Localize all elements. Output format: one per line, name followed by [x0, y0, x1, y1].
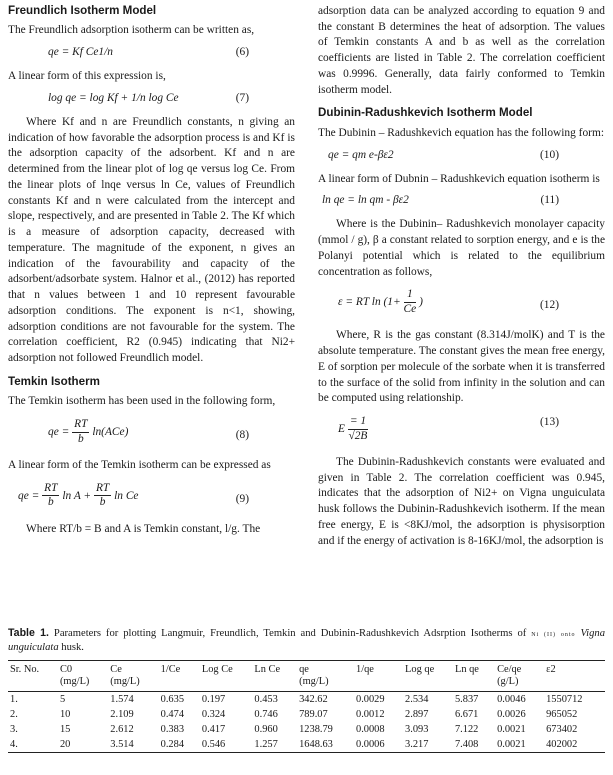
equation-13-numerator: = 1 [348, 415, 368, 430]
table-cell: 0.0029 [356, 693, 385, 705]
table-cell: 5.837 [454, 693, 479, 705]
equation-9-denominator-2: b [99, 496, 106, 509]
freundlich-intro: The Freundlich adsorption isotherm can be written as, [8, 24, 255, 37]
table-caption-species: Vigna unguiculata [8, 628, 605, 653]
temkin-heading: Temkin Isotherm [8, 374, 100, 388]
table-cell: 0.635 [160, 693, 185, 705]
table-header-cell [354, 660, 403, 691]
table-header-cell [108, 660, 158, 691]
dr-linear-intro: A linear form of Dubnin – Radushkevich equation isotherm is [318, 172, 600, 185]
equation-10-formula: qe = qm e-βε2 [328, 148, 394, 161]
table-cell: 0.0046 [497, 693, 526, 705]
equation-6 [8, 43, 295, 65]
table-cell: 0.324 [201, 708, 226, 720]
table-cell: 965052 [546, 708, 578, 720]
equation-8-rhs: ln(ACe) [92, 425, 129, 438]
table-1 [8, 627, 605, 753]
equation-9-lhs: qe = [18, 489, 40, 502]
table-header-cell [297, 660, 354, 691]
equation-6-formula: qe = Kf Ce1/n [48, 46, 113, 59]
equation-10-number: (10) [540, 148, 559, 161]
equation-12-fraction [404, 288, 417, 316]
parameters-table [8, 660, 605, 753]
dr-body: Where is the Dubinin– Radushkevich monolayer capacity (mmol / g), β a constant related to sorption energy, and e is the Polanyi potential which is related to the equilibrium concentration as follows, [318, 218, 605, 278]
table-cell: 1. [10, 693, 18, 705]
table-cell: 0.546 [200, 737, 253, 753]
equation-10 [318, 146, 605, 168]
table-cell: 789.07 [299, 708, 328, 720]
equation-9-fraction-2 [94, 482, 111, 510]
table-row [8, 707, 605, 722]
table-header-cell [544, 660, 605, 691]
table-cell: 10 [59, 708, 71, 720]
temkin-intro: The Temkin isotherm has been used in the following form, [8, 395, 276, 408]
table-header-text: (mg/L) [110, 676, 140, 688]
table-header-text: Sr. No. [10, 663, 40, 675]
equation-9-rhs: ln Ce [114, 489, 139, 502]
table-cell: 0.383 [160, 723, 185, 735]
table-caption-small: Ni (II) onto [531, 632, 576, 638]
table-cell: 2.612 [110, 723, 134, 735]
table-caption-text: Parameters for plotting Langmuir, Freundlich, Temkin and Dubinin-Radushkevich Adsrption Isotherms of [53, 628, 527, 639]
equation-9-numerator-1: RT [42, 482, 59, 497]
equation-9 [8, 478, 295, 518]
equation-7-formula: log qe = log Kf + 1/n log Ce [48, 91, 179, 104]
table-cell: 0.197 [201, 693, 226, 705]
dr-body-3: The Dubinin-Radushkevich constants were evaluated and given in Table 2. The correlation coefficient was 0.945, indicates that the adsorption of Ni2+ on Vigna unguiculata husk follows the Dubinin-Radushkevich isotherm. If the mean free energy, E is <8KJ/mol, the adsorption is physisorption and if the energy of activation is 8-16KJ/mol, the adsorption is [318, 455, 605, 547]
equation-8-fraction [72, 418, 89, 446]
table-cell: 0.417 [201, 723, 226, 735]
equation-9-middle: ln A + [62, 489, 92, 502]
table-cell: 402002 [544, 737, 605, 753]
table-header-text: (mg/L) [299, 676, 329, 688]
equation-9-number: (9) [235, 492, 249, 505]
table-cell: 15 [59, 723, 71, 735]
equation-13-fraction [348, 415, 368, 443]
table-header-row [8, 660, 605, 691]
table-row [8, 691, 605, 707]
table-cell: 0.960 [254, 723, 278, 735]
table-cell: 1238.79 [299, 723, 333, 735]
table-cell: 1.257 [252, 737, 297, 753]
equation-8-lhs: qe = [48, 425, 70, 438]
table-header-text: (g/L) [497, 676, 519, 688]
table-cell: 0.0012 [356, 708, 385, 720]
table-header-text: Ln Ce [254, 663, 281, 675]
equation-13-number: (13) [540, 415, 559, 428]
table-header-text: Log qe [405, 663, 435, 675]
equation-13-denominator: √2B [348, 429, 368, 442]
equation-11-number: (11) [540, 194, 559, 207]
table-cell: 2.897 [405, 708, 429, 720]
table-cell: 2.534 [405, 693, 429, 705]
table-header-cell [8, 660, 58, 691]
table-cell: 0.746 [254, 708, 278, 720]
table-header-cell [58, 660, 108, 691]
equation-13 [318, 411, 605, 451]
table-header-text: Ce/qe [497, 663, 522, 675]
table-cell: 0.284 [159, 737, 200, 753]
right-column [318, 4, 605, 553]
equation-12-close: ) [419, 296, 423, 309]
table-header-text: Log Ce [201, 663, 233, 675]
table-row [8, 737, 605, 753]
table-cell: 20 [58, 737, 108, 753]
table-cell: 3.514 [108, 737, 158, 753]
table-cell: 5 [59, 693, 66, 705]
table-cell: 4. [8, 737, 58, 753]
equation-11-formula: ln qe = ln qm - βε2 [322, 194, 409, 207]
table-header-text: ε2 [546, 663, 556, 675]
table-cell: 6.671 [454, 708, 479, 720]
table-cell: 0.0021 [497, 723, 526, 735]
table-caption-end: husk. [61, 641, 84, 653]
equation-8-numerator: RT [72, 418, 89, 433]
table-cell: 1550712 [546, 693, 583, 705]
table-caption [8, 627, 605, 655]
table-cell: 3.217 [403, 737, 453, 753]
table-header-text: (mg/L) [59, 676, 90, 688]
equation-12-lhs: ε = RT ln (1+ [338, 296, 401, 309]
equation-9-denominator-1: b [47, 496, 54, 509]
table-cell: 7.122 [454, 723, 479, 735]
dr-intro: The Dubinin – Radushkevich equation has the following form: [318, 126, 604, 139]
table-cell: 2. [10, 708, 18, 720]
equation-7-number: (7) [235, 91, 249, 104]
table-cell: 0.453 [254, 693, 278, 705]
temkin-linear-intro: A linear form of the Temkin isotherm can be expressed as [8, 458, 271, 471]
table-header-cell [403, 660, 453, 691]
table-header-cell [159, 660, 200, 691]
table-header-cell [495, 660, 544, 691]
equation-12-number: (12) [540, 299, 559, 312]
table-cell: 3.093 [405, 723, 429, 735]
table-header-text: C0 [59, 663, 73, 675]
dr-heading: Dubinin-Radushkevich Isotherm Model [318, 106, 533, 120]
table-caption-label: Table 1. [8, 627, 49, 639]
temkin-continuation: adsorption data can be analyzed according to equation 9 and the constant B determines the heat of adsorption. The values of Temkin constants A and b as well as the correlation coefficients are listed in Table 2. The correlation coefficient was 0.9996. Generally, data fairly conformed to Temkin isotherm model. [318, 5, 605, 96]
equation-7 [8, 89, 295, 111]
table-header-text: Ln qe [454, 663, 479, 675]
equation-6-number: (6) [235, 46, 249, 59]
temkin-body: Where RT/b = B and A is Temkin constant, l/g. The [26, 522, 261, 535]
equation-11 [318, 191, 605, 213]
table-cell: 0.0008 [356, 723, 385, 735]
table-cell: 673402 [546, 723, 578, 735]
equation-8-number: (8) [235, 428, 249, 441]
table-cell: 0.474 [160, 708, 185, 720]
equation-8-denominator: b [77, 432, 84, 445]
table-cell: 3. [10, 723, 18, 735]
table-cell: 342.62 [299, 693, 328, 705]
table-header-text: 1/Ce [160, 663, 181, 675]
table-header-cell [453, 660, 495, 691]
equation-9-numerator-2: RT [94, 482, 111, 497]
table-cell: 0.0026 [497, 708, 526, 720]
table-header-text: qe [299, 663, 309, 675]
table-header-text: 1/qe [356, 663, 374, 675]
table-cell: 0.0021 [495, 737, 544, 753]
equation-12 [318, 284, 605, 324]
table-cell: 1.574 [110, 693, 134, 705]
table-cell: 0.0006 [354, 737, 403, 753]
freundlich-body: Where Kf and n are Freundlich constants, n giving an indication of how favorable the adsorption process is and Kf is the adsorption capacity of the adsorbent. Kf and n are determined from the linear plot of log qe versus log Ce. From the linear plots of lnqe versus ln Ce, values of Freundlich constants Kf and n were calculated from the intercept and slope, respectively, and are presented in Table 2. The Kf which is a measure of adsorption capacity, decreased with temperature. The magnitude of the exponent, n gives an indication of the favourability and capacity of the adsorbent/adsorbate system. Halnor et al., (2012) has reported that n values between 1 and 10 represent favourable adsorption conditions. The exponent is n<1, showing, adsorption conditions are not favourable for the system. The correlation coefficient, R2 (0.945) indicating that Ni2+ adsorption not followed Freundlich model. [8, 115, 295, 364]
table-cell: 1648.63 [297, 737, 354, 753]
equation-12-numerator: 1 [404, 288, 417, 303]
table-cell: 2.109 [110, 708, 134, 720]
freundlich-heading: Freundlich Isotherm Model [8, 4, 157, 17]
freundlich-linear-intro: A linear form of this expression is, [8, 70, 166, 83]
table-cell: 7.408 [453, 737, 495, 753]
equation-13-lhs: E [338, 422, 345, 435]
equation-8 [8, 414, 295, 454]
left-column [8, 4, 295, 541]
equation-12-denominator: Ce [403, 302, 417, 315]
table-header-cell [252, 660, 297, 691]
table-row [8, 722, 605, 737]
equation-9-fraction-1 [42, 482, 59, 510]
table-header-text: Ce [110, 663, 122, 675]
dr-body-2: Where, R is the gas constant (8.314J/molK) and T is the absolute temperature. The constant gives the mean free energy, E of sorption per molecule of the sorbate when it is transferred to the surface of the solid from infinity in the solution and can be computed using relationship. [318, 329, 605, 405]
table-header-cell [200, 660, 253, 691]
